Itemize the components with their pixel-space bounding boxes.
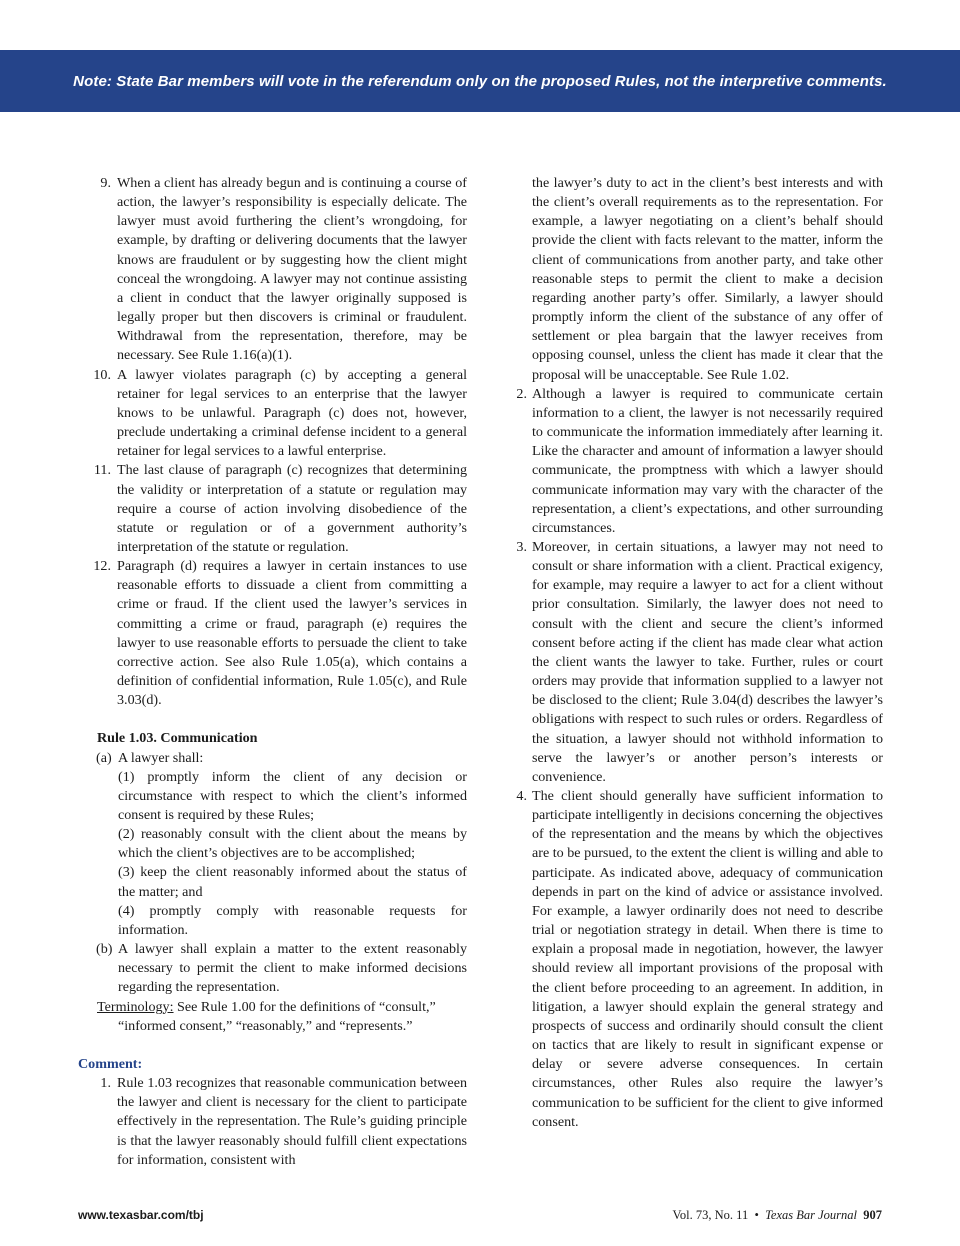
item-text: When a client has already begun and is continuing a course of action, the lawyer’s responsibility is especially delicate. The lawyer must avoid furthering the client’s wrongdoing, for example, by drafting or delivering documents that the lawyer knows are fraudulent or by suggesting how the client might conceal the wrongdoing. A lawyer may not continue assisting a client in conduct that the lawyer originally supposed is legally proper but then discovers is criminal or fraudulent. Withdrawal from the representation, therefore, may be necessary. See Rule 1.16(a)(1). [117, 175, 467, 364]
paragraph-label: (a) [96, 749, 112, 766]
rule-paragraph-a [78, 749, 467, 768]
terminology-label: Terminology: [97, 998, 174, 1015]
comment-heading: Comment: [78, 1055, 143, 1072]
footer-meta [673, 1208, 883, 1223]
comment-item-11 [78, 461, 467, 557]
banner-note: Note: State Bar members will vote in the referendum only on the proposed Rules, not the interpretive comments. [73, 72, 887, 90]
comment-item-3 [515, 538, 883, 787]
item-number: 10. [93, 366, 111, 383]
item-text: The last clause of paragraph (c) recognizes that determining the validity or interpretation of a statute or regulation may require a course of action involving disobedience of the statute or regulation or of a government authority’s interpretation of the statute or regulation. [117, 462, 467, 555]
left-column [78, 174, 467, 1170]
item-number: 9. [100, 175, 111, 191]
item-text: Although a lawyer is required to communicate certain information to a client, the lawyer is not necessarily required to communicate the information immediately after learning it. Like the character and amount of information a lawyer should communicate, the promptness with which a lawyer should communicate information may vary with the character of the representation, a client’s expectations, and other surrounding circumstances. [532, 385, 883, 536]
comment-item-1-continued: the lawyer’s duty to act in the client’s best interests and with the client’s overall requirements as to the representation. For example, a lawyer negotiating on a client’s behalf should provide the client with facts relevant to the matter, inform the client of communications from another party, and take other reasonable steps to permit the client to make a decision regarding another party’s offer. Similarly, a lawyer should promptly inform the client of the substance of any offer of settlement or plea bargain that the lawyer receives from opposing counsel, unless the client has made it clear that the proposal will be unacceptable. See Rule 1.02. [532, 175, 883, 383]
footer-url[interactable]: www.texasbar.com/tbj [78, 1208, 204, 1222]
item-text: Rule 1.03 recognizes that reasonable communication between the lawyer and client is necessary for the client to participate effectively in the representation. The Rule’s guiding principle is that the lawyer reasonably should fulfill client expectations for information, consistent with [117, 1075, 467, 1168]
terminology [78, 998, 467, 1036]
comment-item-12 [78, 557, 467, 710]
comment-item-10 [78, 366, 467, 462]
comment-item-9 [78, 174, 467, 366]
item-text: A lawyer violates paragraph (c) by accepting a general retainer for legal services to an enterprise that the lawyer knows to be unlawful. Paragraph (c) does not, however, preclude undertaking a criminal defense incident to a general retainer for legal services to a lawful enterprise. [117, 366, 467, 460]
footer-bullet: • [754, 1208, 759, 1222]
item-number: 4. [516, 788, 527, 804]
comment-item-2 [515, 385, 883, 538]
rule-a-item-3: (3) keep the client reasonably informed about the status of the matter; and [118, 864, 467, 900]
page-number: 907 [863, 1208, 882, 1222]
paragraph-intro: A lawyer shall: [118, 749, 204, 766]
rule-a-item-2: (2) reasonably consult with the client about the means by which the client’s objectives are to be accomplished; [118, 826, 467, 862]
comment-item-4 [515, 787, 883, 1132]
paragraph-text: A lawyer shall explain a matter to the extent reasonably necessary to permit the client to make informed decisions regarding the representation. [118, 941, 467, 996]
paragraph-label: (b) [96, 941, 113, 958]
item-number: 1. [100, 1075, 111, 1092]
terminology-text-cont: “informed consent,” “reasonably,” and “represents.” [118, 1017, 413, 1034]
rule-a-item-1: (1) promptly inform the client of any decision or circumstance with respect to which the client’s informed consent is required by these Rules; [118, 768, 467, 823]
footer-volume: Vol. 73, No. 11 [672, 1208, 749, 1222]
item-number: 3. [516, 538, 527, 555]
comment-item-1 [78, 1074, 467, 1170]
item-number: 12. [93, 558, 111, 575]
rule-title: Rule 1.03. Communication [97, 730, 258, 747]
right-column [515, 174, 883, 1132]
item-text: Moreover, in certain situations, a lawyer may not need to consult or share information with a client. Practical exigency, for example, may require a lawyer to act for a client without prior consultation. Similarly, the lawyer does not need to consult with the client and secure the client’s informed consent before acting if the client has made clear what action the client wants the lawyer to take. Further, rules or court orders may provide that information supplied to a lawyer not be disclosed to the client; Rule 3.04(d) describes the lawyer’s obligations with respect to such rules or orders. Regardless of the situation, a lawyer should not withhold information to serve the lawyer’s or another person’s interests or convenience. [532, 538, 883, 785]
note-banner [0, 50, 960, 112]
footer-journal: Texas Bar Journal [765, 1208, 857, 1222]
rule-paragraph-b [78, 940, 467, 997]
rule-a-list [78, 768, 467, 940]
item-text: The client should generally have sufficient information to participate intelligently in decisions concerning the objectives of the representation and the means by which the objectives are to be pursued, to the extent the client is willing and able to participate. As indicated above, adequacy of communication depends in part on the kind of advice or assistance involved. For example, a lawyer ordinarily does not need to describe trial or negotiation strategy in detail. When there is time to explain a proposal made in negotiation, however, the lawyer should review all important provisions of the proposal with the client before proceeding to an agreement. In addition, in litigation, a lawyer should explain the general strategy and prospects of success and ordinarily should consult the client on tactics that are likely to result in significant expense or delay or severe adverse consequences. In certain circumstances, other Rules also require the lawyer’s communication to be sufficient for the client to give informed consent. [532, 788, 883, 1130]
terminology-text: See Rule 1.00 for the definitions of “consult,” [173, 998, 436, 1015]
item-text: Paragraph (d) requires a lawyer in certain instances to use reasonable efforts to dissuade a client from committing a crime or fraud. If the client used the lawyer’s services in committing a crime or fraud, paragraph (e) requires the lawyer to use reasonable efforts to persuade the client to take corrective action. See also Rule 1.05(a), which contains a definition of confidential information, Rule 1.05(c), and Rule 3.03(d). [117, 558, 467, 709]
item-number: 2. [516, 385, 527, 402]
rule-a-item-4: (4) promptly comply with reasonable requests for information. [118, 902, 467, 938]
item-number: 11. [93, 462, 111, 479]
